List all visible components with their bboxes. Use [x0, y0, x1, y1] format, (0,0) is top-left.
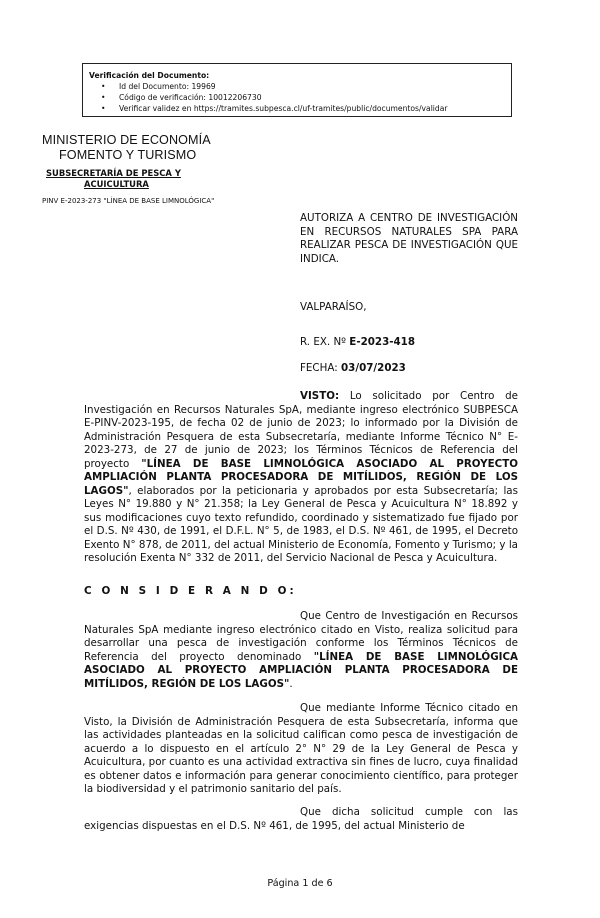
considerando-paragraph-2 [84, 702, 518, 797]
project-reference: PINV E-2023-273 "LÍNEA DE BASE LIMNOLÓGICA" [42, 197, 215, 205]
visto-paragraph [84, 390, 518, 566]
subsecretaria-line-1: SUBSECRETARÍA DE PESCA Y [46, 168, 181, 178]
considerando-text-1: Que Centro de Investigación en Recursos Naturales SpA mediante ingreso electrónico citado en Visto, realiza solicitud para desarrollar una pesca de investigación conforme los Términos Técnicos de Referencia del proyecto denominado [84, 610, 518, 663]
resolution-number [300, 336, 415, 350]
verification-code: • Código de verificación: 10012206730 [119, 92, 511, 103]
ministry-name [42, 133, 211, 163]
verification-title: Verificación del Documento: [89, 71, 210, 80]
considerando-heading: C O N S I D E R A N D O: [84, 585, 297, 597]
subsecretaria-name [46, 168, 181, 190]
verification-list [89, 81, 511, 114]
verification-url[interactable]: • Verificar validez en https://tramites.subpesca.cl/uf-tramites/public/documentos/validar [119, 103, 511, 114]
verification-box [82, 63, 512, 117]
rex-label: R. EX. Nº [300, 336, 346, 348]
considerando-paragraph-1 [84, 610, 518, 691]
visto-text-1: Lo solicitado por Centro de Investigación en Recursos Naturales SpA, mediante ingreso electrónico SUBPESCA E-PINV-2023-195, de fecha 02 de junio de 2023; lo informado por la División de Administración Pesquera de esta Subsecretaría, mediante Informe Técnico N° E-2023-273, de 27 de junio de 2023; los Términos Técnicos de Referencia del proyecto [84, 390, 518, 470]
considerando-project-name: "LÍNEA DE BASE LIMNOLÓGICA ASOCIADO AL PROYECTO AMPLIACIÓN PLANTA PROCESADORA DE MITÍLIDOS, REGIÓN DE LOS LAGOS" [84, 650, 518, 690]
date-label: FECHA: [300, 362, 338, 374]
visto-label: VISTO: [300, 390, 340, 402]
resolution-date [300, 362, 406, 376]
document-id: • Id del Documento: 19969 [119, 81, 511, 92]
visto-project-name: "LÍNEA DE BASE LIMNOLÓGICA ASOCIADO AL PROYECTO AMPLIACIÓN PLANTA PROCESADORA DE MITÍLIDOS, REGIÓN DE LOS LAGOS" [84, 457, 518, 497]
considerando-text-3: Que dicha solicitud cumple con las exigencias dispuestas en el D.S. Nº 461, de 1995, del actual Ministerio de [84, 806, 518, 832]
considerando-end: . [289, 677, 293, 690]
considerando-text-2: Que mediante Informe Técnico citado en Visto, la División de Administración Pesquera de esta Subsecretaría, informa que las actividades planteadas en la solicitud califican como pesca de investigación de acuerdo a lo dispuesto en el artículo 2° N° 29 de la Ley General de Pesca y Acuicultura, por cuanto es una actividad extractiva sin fines de lucro, cuya finalidad es obtener datos e información para generar conocimiento científico, para proteger la biodiversidad y el patrimonio sanitario del país. [84, 702, 518, 795]
ministry-line-1: MINISTERIO DE ECONOMÍA [42, 133, 211, 147]
date-value: 03/07/2023 [340, 362, 406, 374]
page-number: Página 1 de 6 [267, 878, 333, 889]
rex-number: E-2023-418 [349, 336, 416, 348]
city: VALPARAÍSO, [300, 301, 367, 313]
subsecretaria-line-2: ACUICULTURA [84, 179, 149, 189]
considerando-paragraph-3 [84, 806, 518, 833]
visto-text-2: , elaborados por la peticionaria y aprobados por esta Subsecretaría; las Leyes N° 19.880 y N° 21.358; la Ley General de Pesca y Acuicultura N° 18.892 y sus modificaciones cuyo texto refundido, coordinado y sistematizado fue fijado por el D.S. Nº 430, de 1991, el D.F.L. N° 5, de 1983, el D.S. Nº 461, de 1995, el Decreto Exento N° 878, de 2011, del actual Ministerio de Economía, Fomento y Turismo; y la resolución Exenta N° 332 de 2011, del Servicio Nacional de Pesca y Acuicultura. [84, 484, 518, 564]
resolution-summary: AUTORIZA A CENTRO DE INVESTIGACIÓN EN RECURSOS NATURALES SPA PARA REALIZAR PESCA DE INVESTIGACIÓN QUE INDICA. [300, 212, 518, 265]
ministry-line-2: FOMENTO Y TURISMO [59, 148, 197, 162]
